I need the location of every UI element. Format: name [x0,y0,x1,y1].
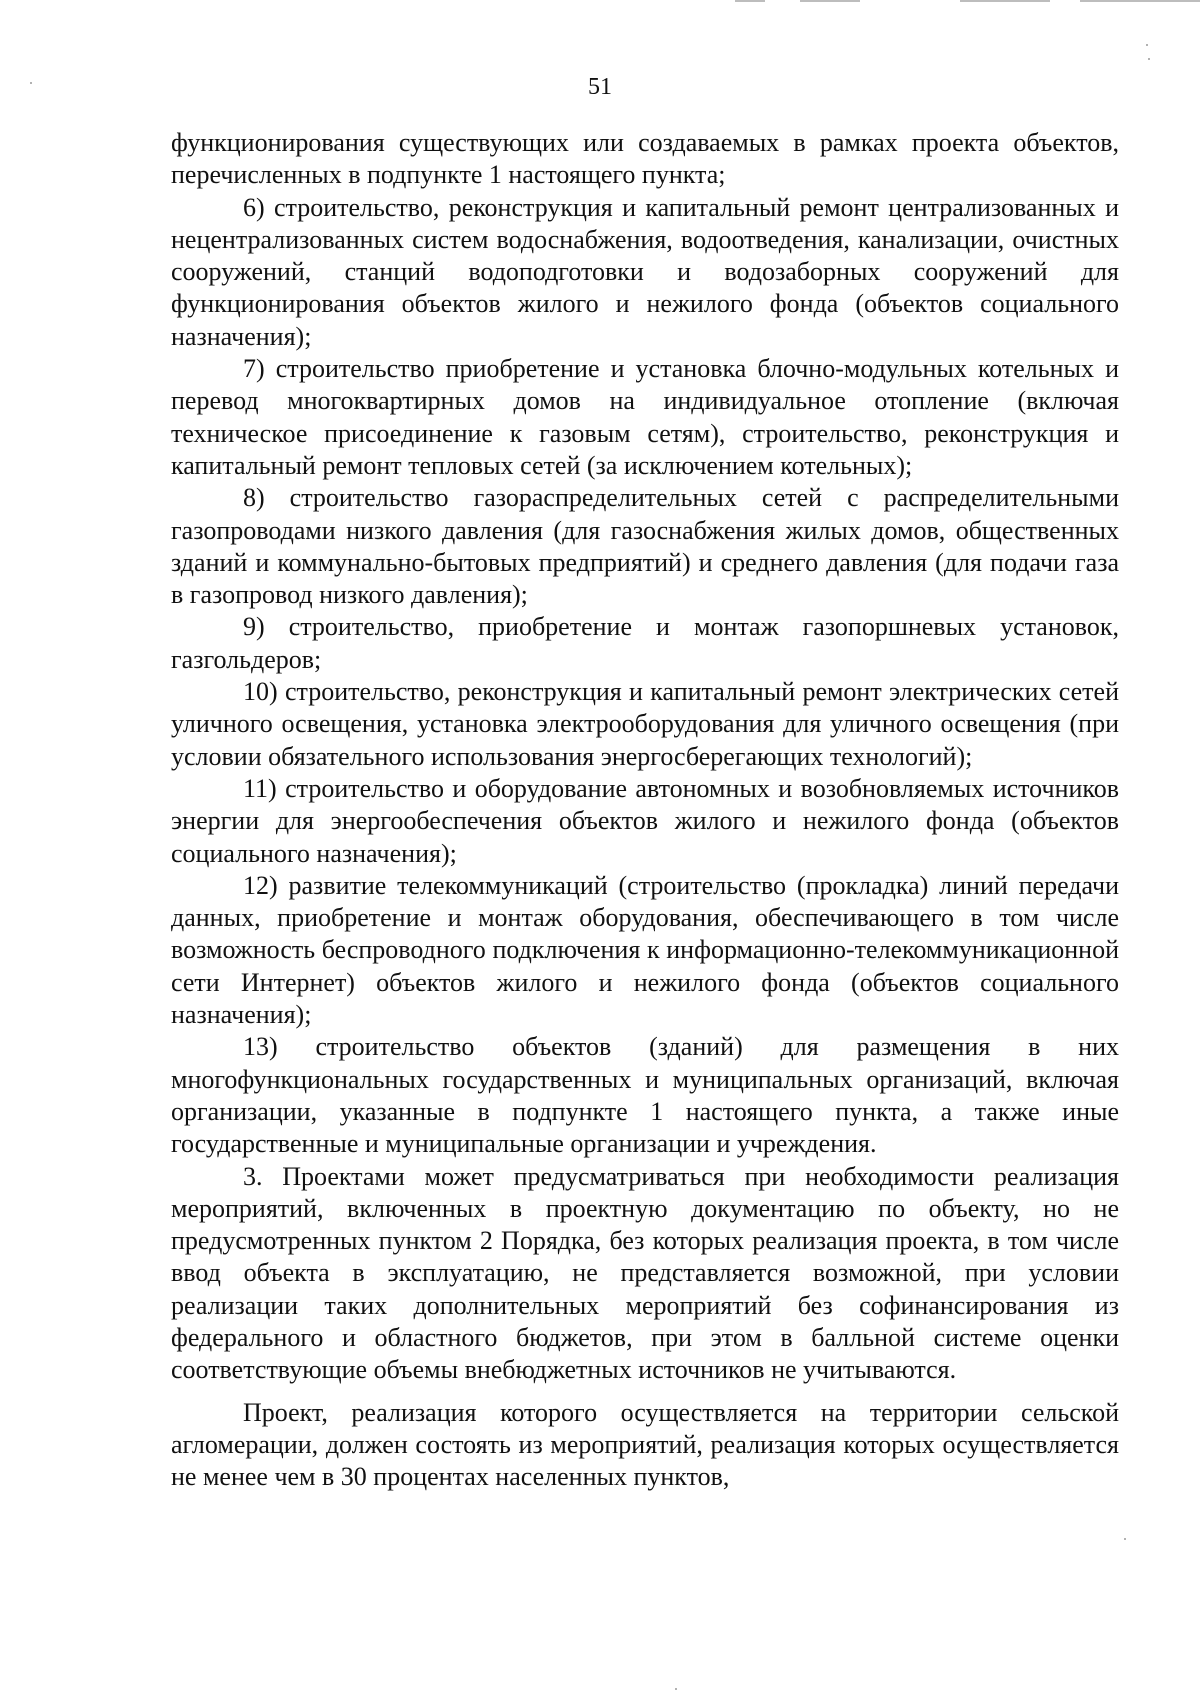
paragraph: 13) строительство объектов (зданий) для размещения в них многофункциональных государственных и муниципальных организаций, включая организации, указанные в подпункте 1 настоящего пункта, а также иные государственные и муниципальные организации и учреждения. [171,1032,1119,1159]
paragraph: 10) строительство, реконструкция и капитальный ремонт электрических сетей уличного освещения, установка электрооборудования для уличного освещения (при условии обязательного использования энергосберегающих технологий); [171,677,1119,771]
scan-edge-mark [960,0,1050,2]
paragraph: 12) развитие телекоммуникаций (строительство (прокладка) линий передачи данных, приобретение и монтаж оборудования, обеспечивающего в том числе возможность беспроводного подключения к информационно-телекоммуникационной сети Интернет) объектов жилого и нежилого фонда (объектов социального назначения); [171,870,1119,1030]
scan-speck [1148,58,1150,60]
scan-edge-mark [800,0,860,2]
paragraph: 6) строительство, реконструкция и капитальный ремонт централизованных и нецентрализованных систем водоснабжения, водоотведения, канализации, очистных сооружений, станций водоподготовки и водозаборных сооружений для функционирования объектов жилого и нежилого фонда (объектов социального назначения); [171,192,1119,351]
scan-edge-mark [735,0,765,2]
scan-speck [1124,1538,1126,1540]
paragraph: Проект, реализация которого осуществляется на территории сельской агломерации, должен состоять из мероприятий, реализация которых осуществляется не менее чем в 30 процентах населенных пунктов, [171,1397,1119,1492]
paragraph: 11) строительство и оборудование автономных и возобновляемых источников энергии для энергообеспечения объектов жилого и нежилого фонда (объектов социального назначения); [171,773,1119,868]
document-body [171,127,1119,1493]
paragraph: 8) строительство газораспределительных сетей с распределительными газопроводами низкого давления (для газоснабжения жилых домов, общественных зданий и коммунально-бытовых предприятий) и среднего давления (для подачи газа в газопровод низкого давления); [171,483,1119,610]
paragraph: 3. Проектами может предусматриваться при необходимости реализация мероприятий, включенных в проектную документацию по объекту, но не предусмотренных пунктом 2 Порядка, без которых реализация проекта, в том числе ввод объекта в эксплуатацию, не представляется возможной, при условии реализации таких дополнительных мероприятий без софинансирования из федерального и областного бюджетов, при этом в балльной системе оценки соответствующие объемы внебюджетных источников не учитываются. [171,1161,1119,1385]
paragraph: 9) строительство, приобретение и монтаж газопоршневых установок, газгольдеров; [171,612,1119,674]
paragraph: 7) строительство приобретение и установка блочно-модульных котельных и перевод многоквартирных домов на индивидуальное отопление (включая техническое присоединение к газовым сетям), строительство, реконструкция и капитальный ремонт тепловых сетей (за исключением котельных); [171,354,1119,480]
scan-edge-mark [1080,0,1200,2]
scan-speck [1146,44,1148,46]
scan-speck [675,1688,677,1690]
paragraph: функционирования существующих или создаваемых в рамках проекта объектов, перечисленных в подпункте 1 настоящего пункта; [171,128,1119,190]
page-number: 51 [588,74,612,100]
